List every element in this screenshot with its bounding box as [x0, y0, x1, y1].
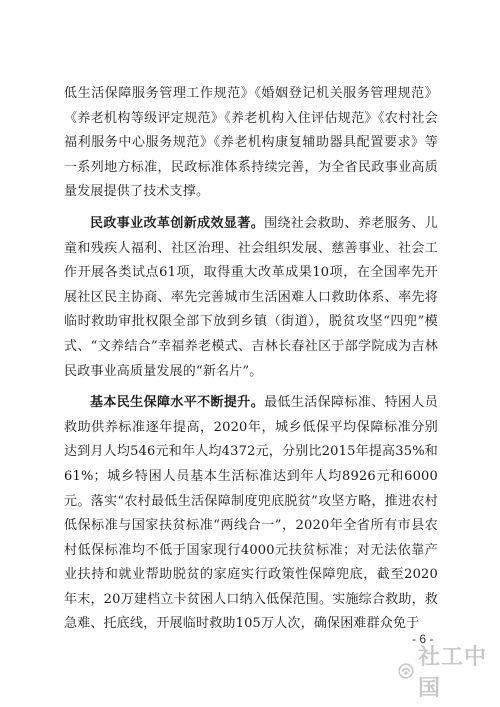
body-text [64, 82, 438, 637]
paragraph-heading-reform: 民政事业改革创新成效显著。 [90, 215, 265, 231]
watermark [398, 645, 500, 701]
watermark-text: 社工中国 [418, 645, 488, 701]
social-work-logo-icon [398, 662, 414, 680]
paragraph-livelihood [64, 391, 438, 637]
paragraph-heading-livelihood: 基本民生保障水平不断提升。 [90, 395, 265, 411]
page-number: - 6 - [412, 632, 434, 646]
paragraph-reform [64, 212, 438, 384]
paragraph-livelihood-body: 最低生活保障标准、特困人员救助供养标准逐年提高，2020年，城乡低保平均保障标准分别达到月人均546元和年人均4372元，分别比2015年提高35%和61%；城乡特困人员基本生活标准达到年人均8926元和6000元。落实“农村最低生活保障制度兜底脱贫”攻坚方略，推进农村低保标准与国家扶贫标准“两线合一”，2020年全省所有市县农村低保标准均不低于国家现行4000元扶贫标准；对无法依靠产业扶持和就业帮助脱贫的家庭实行政策性保障兜底，截至2020年末，20万建档立卡贫困人口纳入低保范围。实施综合救助，救急难、托底线，开展临时救助105万人次，确保困难群众免于 [64, 395, 438, 632]
paragraph-reform-body: 围绕社会救助、养老服务、儿童和残疾人福利、社区治理、社会组织发展、慈善事业、社会工作开展各类试点61项，取得重大改革成果10项，在全国率先开展社区民主协商、率先完善城市生活困难人口救助体系、率先将临时救助审批权限全部下放到乡镇（街道），脱贫攻坚“四兜”模式、“文养结合”幸福养老模式、吉林长春社区于部学院成为吉林民政事业高质量发展的“新名片”。 [64, 215, 438, 379]
paragraph-standards: 低生活保障服务管理工作规范》《婚姻登记机关服务管理规范》《养老机构等级评定规范》《养老机构入住评估规范》《农村社会福利服务中心服务规范》《养老机构康复辅助器具配置要求》等一系列地方标准，民政标准体系持续完善，为全省民政事业高质量发展提供了技术支撑。 [64, 86, 438, 200]
